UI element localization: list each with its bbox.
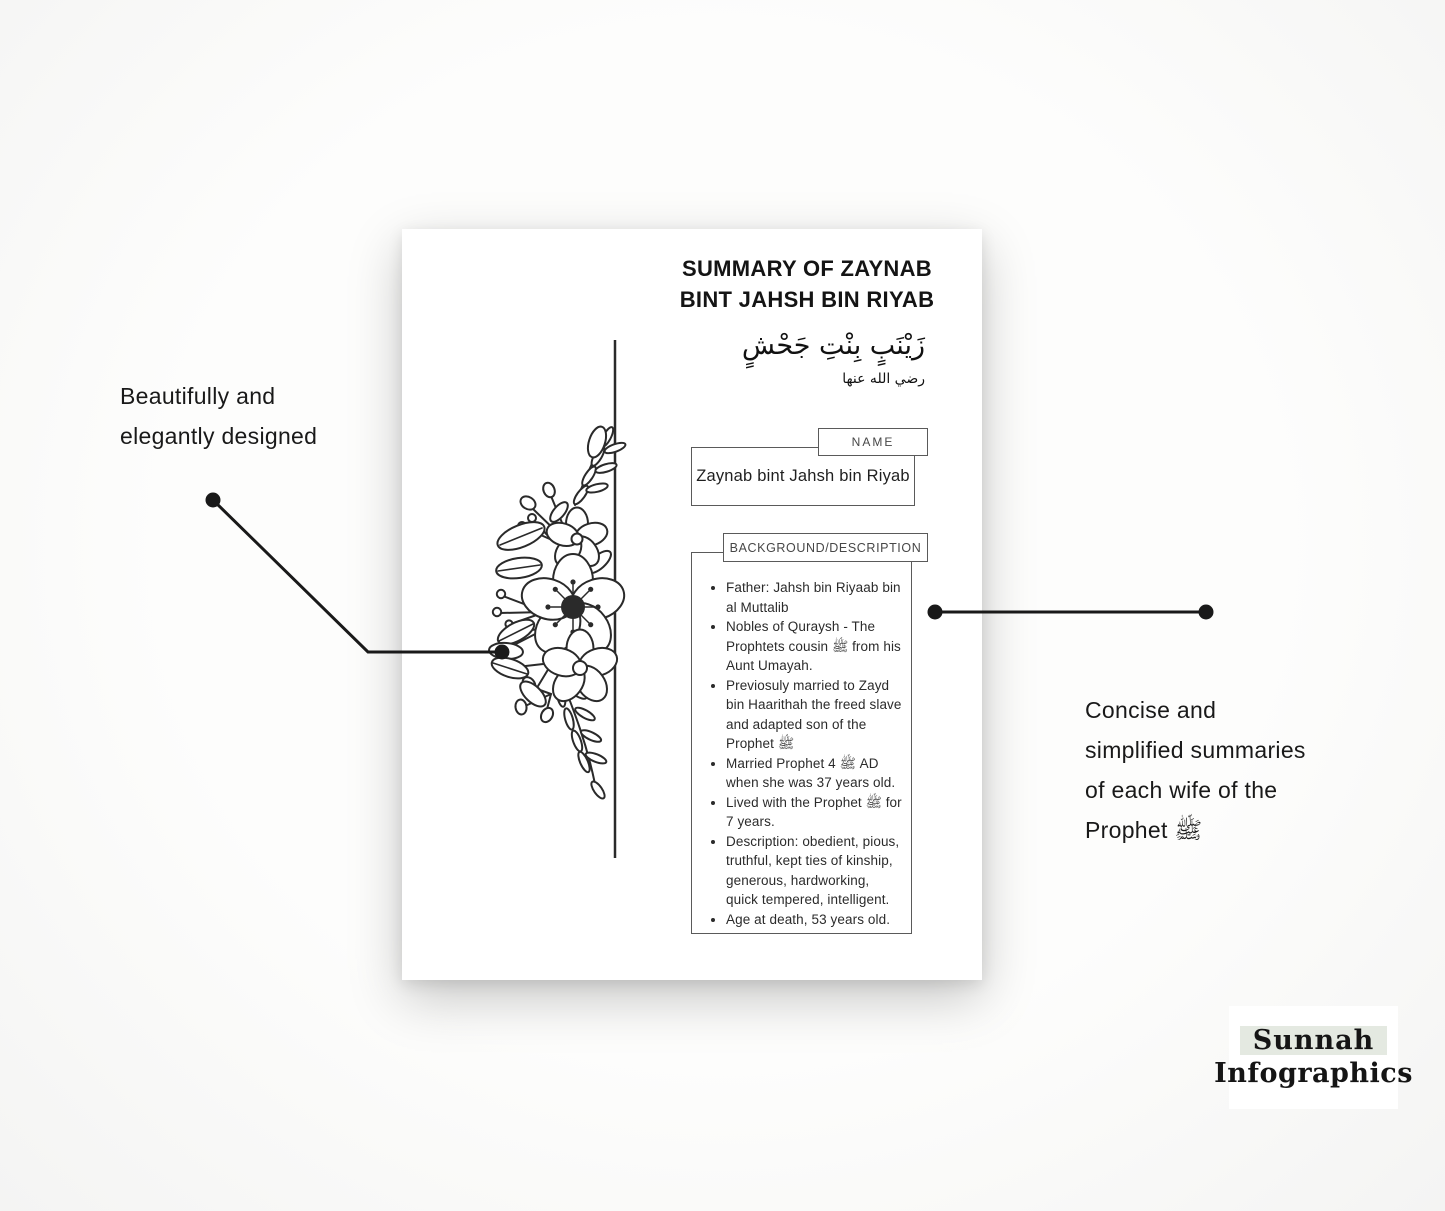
poster-title-line1: SUMMARY OF ZAYNAB bbox=[682, 256, 932, 281]
annotation-right-line2: simplified summaries bbox=[1085, 737, 1306, 763]
annotation-left-line2: elegantly designed bbox=[120, 423, 318, 449]
right-leader-dot-end bbox=[1199, 605, 1214, 620]
arabic-name-block bbox=[742, 325, 925, 390]
infographic-card bbox=[402, 229, 982, 980]
background-bullet: • Age at death, 53 years old. bbox=[726, 910, 903, 930]
brand-logo-line1: Sunnah bbox=[1240, 1026, 1388, 1055]
background-section-tab bbox=[723, 533, 928, 562]
brand-logo bbox=[1214, 1006, 1413, 1109]
background-bullet: • Previosuly married to Zayd bin Haarithah the freed slave and adapted son of the Prophet ﷺ bbox=[726, 676, 903, 754]
left-leader-dot-start bbox=[206, 493, 221, 508]
background-value-box bbox=[691, 552, 912, 934]
annotation-left-line1: Beautifully and bbox=[120, 383, 276, 409]
annotation-right-line1: Concise and bbox=[1085, 697, 1217, 723]
background-bullet: • Father: Jahsh bin Riyaab bin al Muttalib bbox=[726, 578, 903, 617]
name-section-tab bbox=[818, 428, 928, 456]
annotation-right-line4: Prophet ﷺ bbox=[1085, 817, 1203, 843]
annotation-right bbox=[1085, 690, 1306, 850]
arabic-honorific: رضي الله عنها bbox=[842, 371, 925, 387]
background-bullet: • Lived with the Prophet ﷺ for 7 years. bbox=[726, 793, 903, 832]
background-bullet-list bbox=[702, 578, 903, 929]
background-bullet: • Nobles of Quraysh - The Prophtets cousin ﷺ from his Aunt Umayah. bbox=[726, 617, 903, 676]
annotation-right-line3: of each wife of the bbox=[1085, 777, 1278, 803]
background-bullet: • Married Prophet 4 ﷺ AD when she was 37 years old. bbox=[726, 754, 903, 793]
arabic-name: زَيْنَبٍ بِنْتِ جَحْشٍ bbox=[741, 330, 925, 361]
poster-title bbox=[657, 253, 957, 315]
annotation-left bbox=[120, 376, 317, 456]
poster-title-line2: BINT JAHSH BIN RIYAB bbox=[679, 287, 935, 312]
background-bullet: • Description: obedient, pious, truthful, kept ties of kinship, generous, hardworking, quick tempered, intelligent. bbox=[726, 832, 903, 910]
name-tab-label: NAME bbox=[851, 435, 895, 449]
background-tab-label: BACKGROUND/DESCRIPTION bbox=[729, 540, 922, 555]
brand-logo-line2: Infographics bbox=[1214, 1058, 1413, 1089]
name-value: Zaynab bint Jahsh bin Riyab bbox=[696, 467, 910, 485]
